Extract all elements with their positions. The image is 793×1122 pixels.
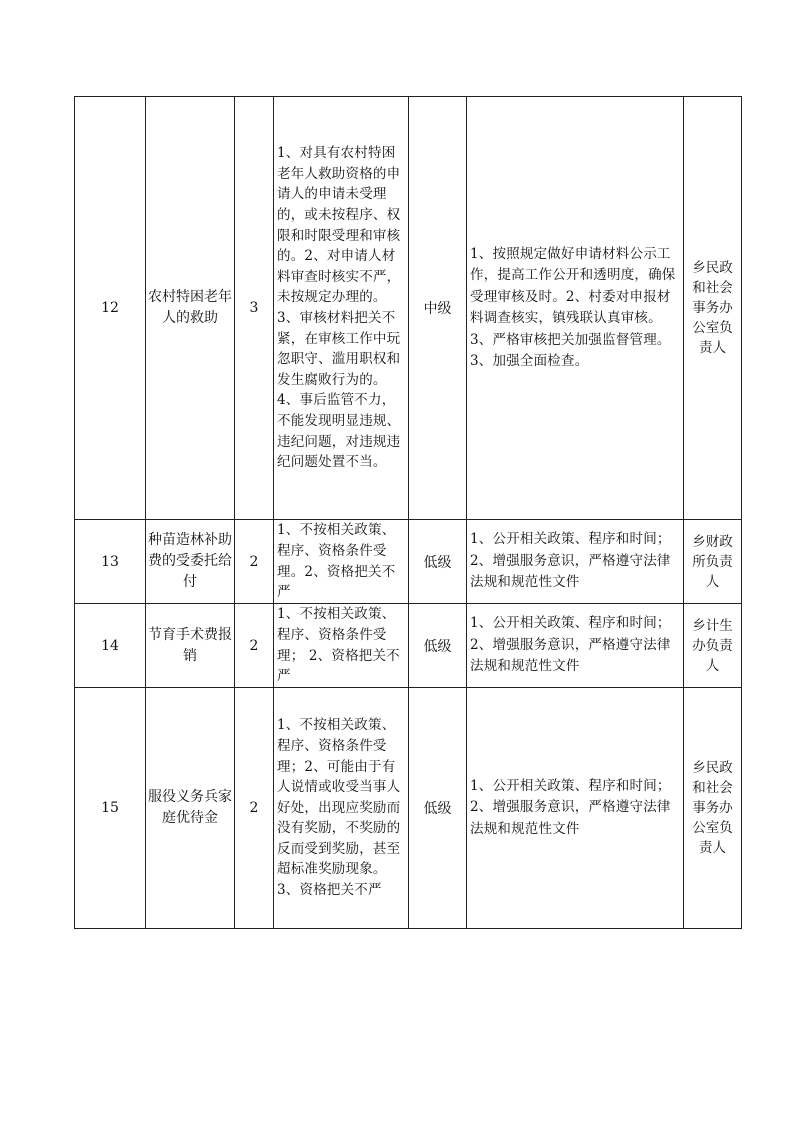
item-name: 节育手术费报销 [146,604,235,688]
risk-level: 中级 [409,97,467,520]
responsible-person: 乡财政所负责人 [684,520,742,604]
risk-level: 低级 [409,688,467,929]
risk-level: 低级 [409,604,467,688]
item-name: 种苗造林补助费的受委托给付 [146,520,235,604]
table-row [75,688,742,929]
risk-description: 1、不按相关政策、程序、资格条件受理。2、资格把关不严 [274,520,409,604]
risk-description: 1、对具有农村特困老年人救助资格的申请人的申请未受理的，或未按程序、权限和时限受理和审核的。2、对申请人材料审查时核实不严，未按规定办理的。 3、审核材料把关不紧，在审核工作中玩忽职守、滥用职权和发生腐败行为的。4、事后监管不力，不能发现明显违规、违纪问题，对违规违纪问题处置不当。 [274,97,409,520]
risk-points: 3 [235,97,274,520]
risk-level: 低级 [409,520,467,604]
item-name: 服役义务兵家庭优待金 [146,688,235,929]
risk-points: 2 [235,688,274,929]
table-row [75,520,742,604]
row-number: 12 [75,97,146,520]
table-row [75,97,742,520]
responsible-person: 乡民政和社会事务办公室负责人 [684,97,742,520]
row-number: 13 [75,520,146,604]
row-number: 14 [75,604,146,688]
risk-points: 2 [235,520,274,604]
prevention-measures: 1、公开相关政策、程序和时间；2、增强服务意识，严格遵守法律法规和规范性文件 [467,688,684,929]
risk-description: 1、不按相关政策、程序、资格条件受理； 2、资格把关不严 [274,604,409,688]
prevention-measures: 1、按照规定做好申请材料公示工作，提高工作公开和透明度，确保受理审核及时。2、村委对申报材料调查核实，镇残联认真审核。3、严格审核把关加强监督管理。3、加强全面检查。 [467,97,684,520]
risk-points: 2 [235,604,274,688]
table-row [75,604,742,688]
prevention-measures: 1、公开相关政策、程序和时间；2、增强服务意识，严格遵守法律法规和规范性文件 [467,520,684,604]
responsible-person: 乡计生办负责人 [684,604,742,688]
prevention-measures: 1、公开相关政策、程序和时间；2、增强服务意识，严格遵守法律法规和规范性文件 [467,604,684,688]
item-name: 农村特困老年人的救助 [146,97,235,520]
responsible-person: 乡民政和社会事务办公室负责人 [684,688,742,929]
risk-table [74,96,742,929]
risk-description: 1、不按相关政策、程序、资格条件受理；2、可能由于有人说情或收受当事人好处，出现应奖励而没有奖励，不奖励的反而受到奖励，甚至超标准奖励现象。3、资格把关不严 [274,688,409,929]
row-number: 15 [75,688,146,929]
